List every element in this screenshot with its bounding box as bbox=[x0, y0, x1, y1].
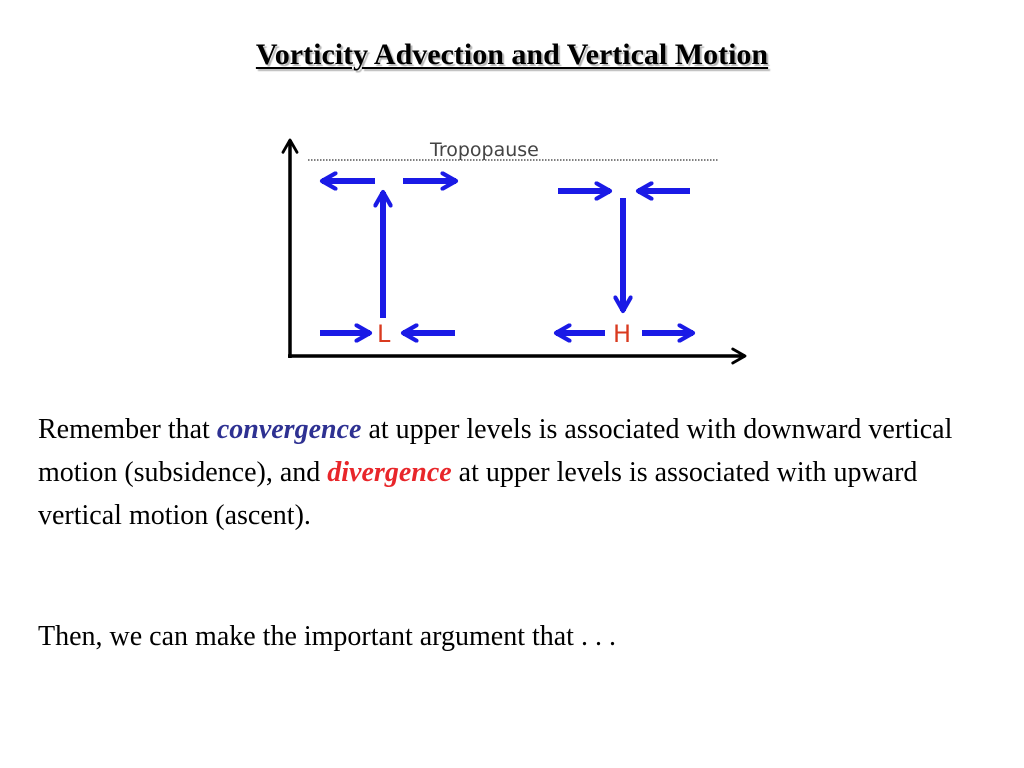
tropopause-label: Tropopause bbox=[430, 139, 539, 161]
p1-text-c: at upper levels is associated with upward vertical motion (ascent). bbox=[38, 457, 918, 531]
high-pressure-label: H bbox=[613, 320, 632, 348]
p1-text-b: at upper levels is associated with downward vertical motion (subsidence), and bbox=[38, 414, 953, 488]
vertical-motion-diagram bbox=[270, 128, 760, 378]
low-pressure-label: L bbox=[377, 320, 391, 348]
explanation-paragraph bbox=[38, 408, 988, 537]
divergence-term: divergence bbox=[327, 457, 452, 488]
p1-text-a: Remember that bbox=[38, 414, 217, 445]
slide-title: Vorticity Advection and Vertical Motion bbox=[255, 38, 769, 71]
argument-paragraph: Then, we can make the important argument that . . . bbox=[38, 621, 616, 652]
convergence-term: convergence bbox=[216, 414, 362, 445]
